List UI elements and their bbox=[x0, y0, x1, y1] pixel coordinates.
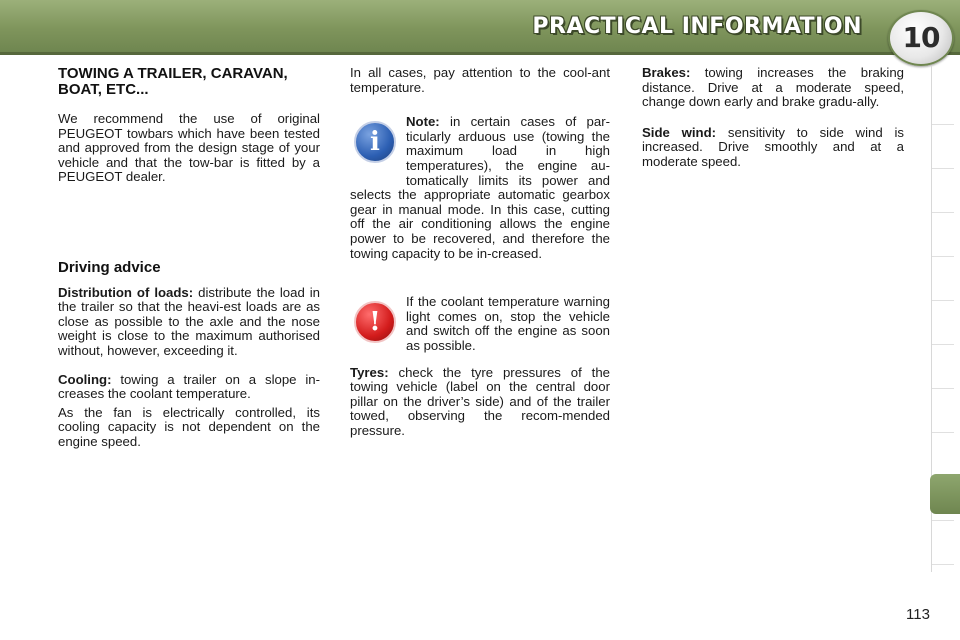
tab-divider bbox=[932, 168, 954, 169]
tyres-text: check the tyre pressures of the towing vehicle (label on the central door pillar on the driver’s side) and of the trailer towed, observing the recom-mended pressure. bbox=[350, 364, 610, 438]
coolant-attention-paragraph bbox=[350, 66, 610, 95]
tab-divider bbox=[932, 520, 954, 521]
distribution-paragraph bbox=[58, 286, 320, 359]
intro-text: We recommend the use of original PEUGEOT towbars which have been tested and approved from the design stage of your vehicle and that the tow-bar is fitted by a PEUGEOT dealer. bbox=[58, 111, 320, 185]
tab-divider bbox=[932, 344, 954, 345]
distribution-label: Distribution of loads: bbox=[58, 284, 194, 300]
fan-text: As the fan is electrically controlled, its cooling capacity is not dependent on the engine speed. bbox=[58, 404, 320, 449]
cooling-text: towing a trailer on a slope in-creases the coolant temperature. bbox=[58, 371, 320, 402]
info-icon bbox=[354, 121, 396, 163]
warning-block bbox=[350, 295, 610, 353]
section-title: TOWING A TRAILER, CARAVAN, BOAT, ETC... bbox=[58, 65, 288, 98]
tab-divider bbox=[932, 432, 954, 433]
side-wind-label: Side wind: bbox=[642, 124, 717, 140]
coolant-attention-text: In all cases, pay attention to the cool-ant temperature. bbox=[350, 65, 610, 95]
chapter-number-badge: 10 bbox=[888, 10, 954, 66]
brakes-text: towing increases the braking distance. Drive at a moderate speed, change down early and brake gradu-ally. bbox=[642, 65, 904, 110]
spacer bbox=[58, 195, 320, 261]
cooling-paragraph bbox=[58, 373, 320, 402]
tab-divider bbox=[932, 212, 954, 213]
tab-divider bbox=[932, 256, 954, 257]
distribution-text: distribute the load in the trailer so that the heavi-est loads are as close as possible to the axle and the nose weight is close to the maximum authorised without, however, exceeding it. bbox=[58, 284, 320, 358]
tyres-label: Tyres: bbox=[350, 364, 389, 380]
driving-advice-heading: Driving advice bbox=[58, 258, 161, 276]
tab-divider bbox=[932, 300, 954, 301]
chapter-header-band bbox=[0, 0, 960, 55]
note-text: in certain cases of par-ticularly arduous use (towing the maximum load in high temperatures), the engine au-tomatically limits its power and selects the appropriate automatic gearbox gear in manual mode. In this case, cutting off the air conditioning allows the engine power to be recovered, and therefore the towing capacity to be in-creased. bbox=[350, 114, 610, 261]
warning-icon bbox=[354, 301, 396, 343]
cooling-label: Cooling: bbox=[58, 371, 112, 387]
exclamation-glyph: ! bbox=[369, 307, 381, 338]
column-2 bbox=[350, 66, 610, 449]
fan-paragraph bbox=[58, 406, 320, 450]
side-wind-text: sensitivity to side wind is increased. Drive smoothly and at a moderate speed. bbox=[642, 124, 904, 169]
note-label: Note: bbox=[406, 114, 440, 130]
tab-divider bbox=[932, 124, 954, 125]
tab-divider bbox=[932, 564, 954, 565]
tyres-paragraph bbox=[350, 366, 610, 439]
brakes-paragraph bbox=[642, 66, 904, 110]
side-wind-paragraph bbox=[642, 126, 904, 170]
brakes-label: Brakes: bbox=[642, 65, 691, 80]
warning-text: If the coolant temperature warning light comes on, stop the vehicle and switch off the engine as soon as possible. bbox=[406, 294, 610, 353]
page-number: 113 bbox=[906, 606, 930, 623]
column-3 bbox=[642, 66, 904, 180]
active-chapter-tab[interactable] bbox=[930, 474, 960, 514]
column-1 bbox=[58, 66, 320, 460]
chapter-title: PRACTICAL INFORMATION bbox=[532, 14, 862, 39]
tab-divider bbox=[932, 388, 954, 389]
info-glyph: i bbox=[370, 127, 380, 158]
intro-paragraph bbox=[58, 112, 320, 185]
note-block bbox=[350, 115, 610, 265]
